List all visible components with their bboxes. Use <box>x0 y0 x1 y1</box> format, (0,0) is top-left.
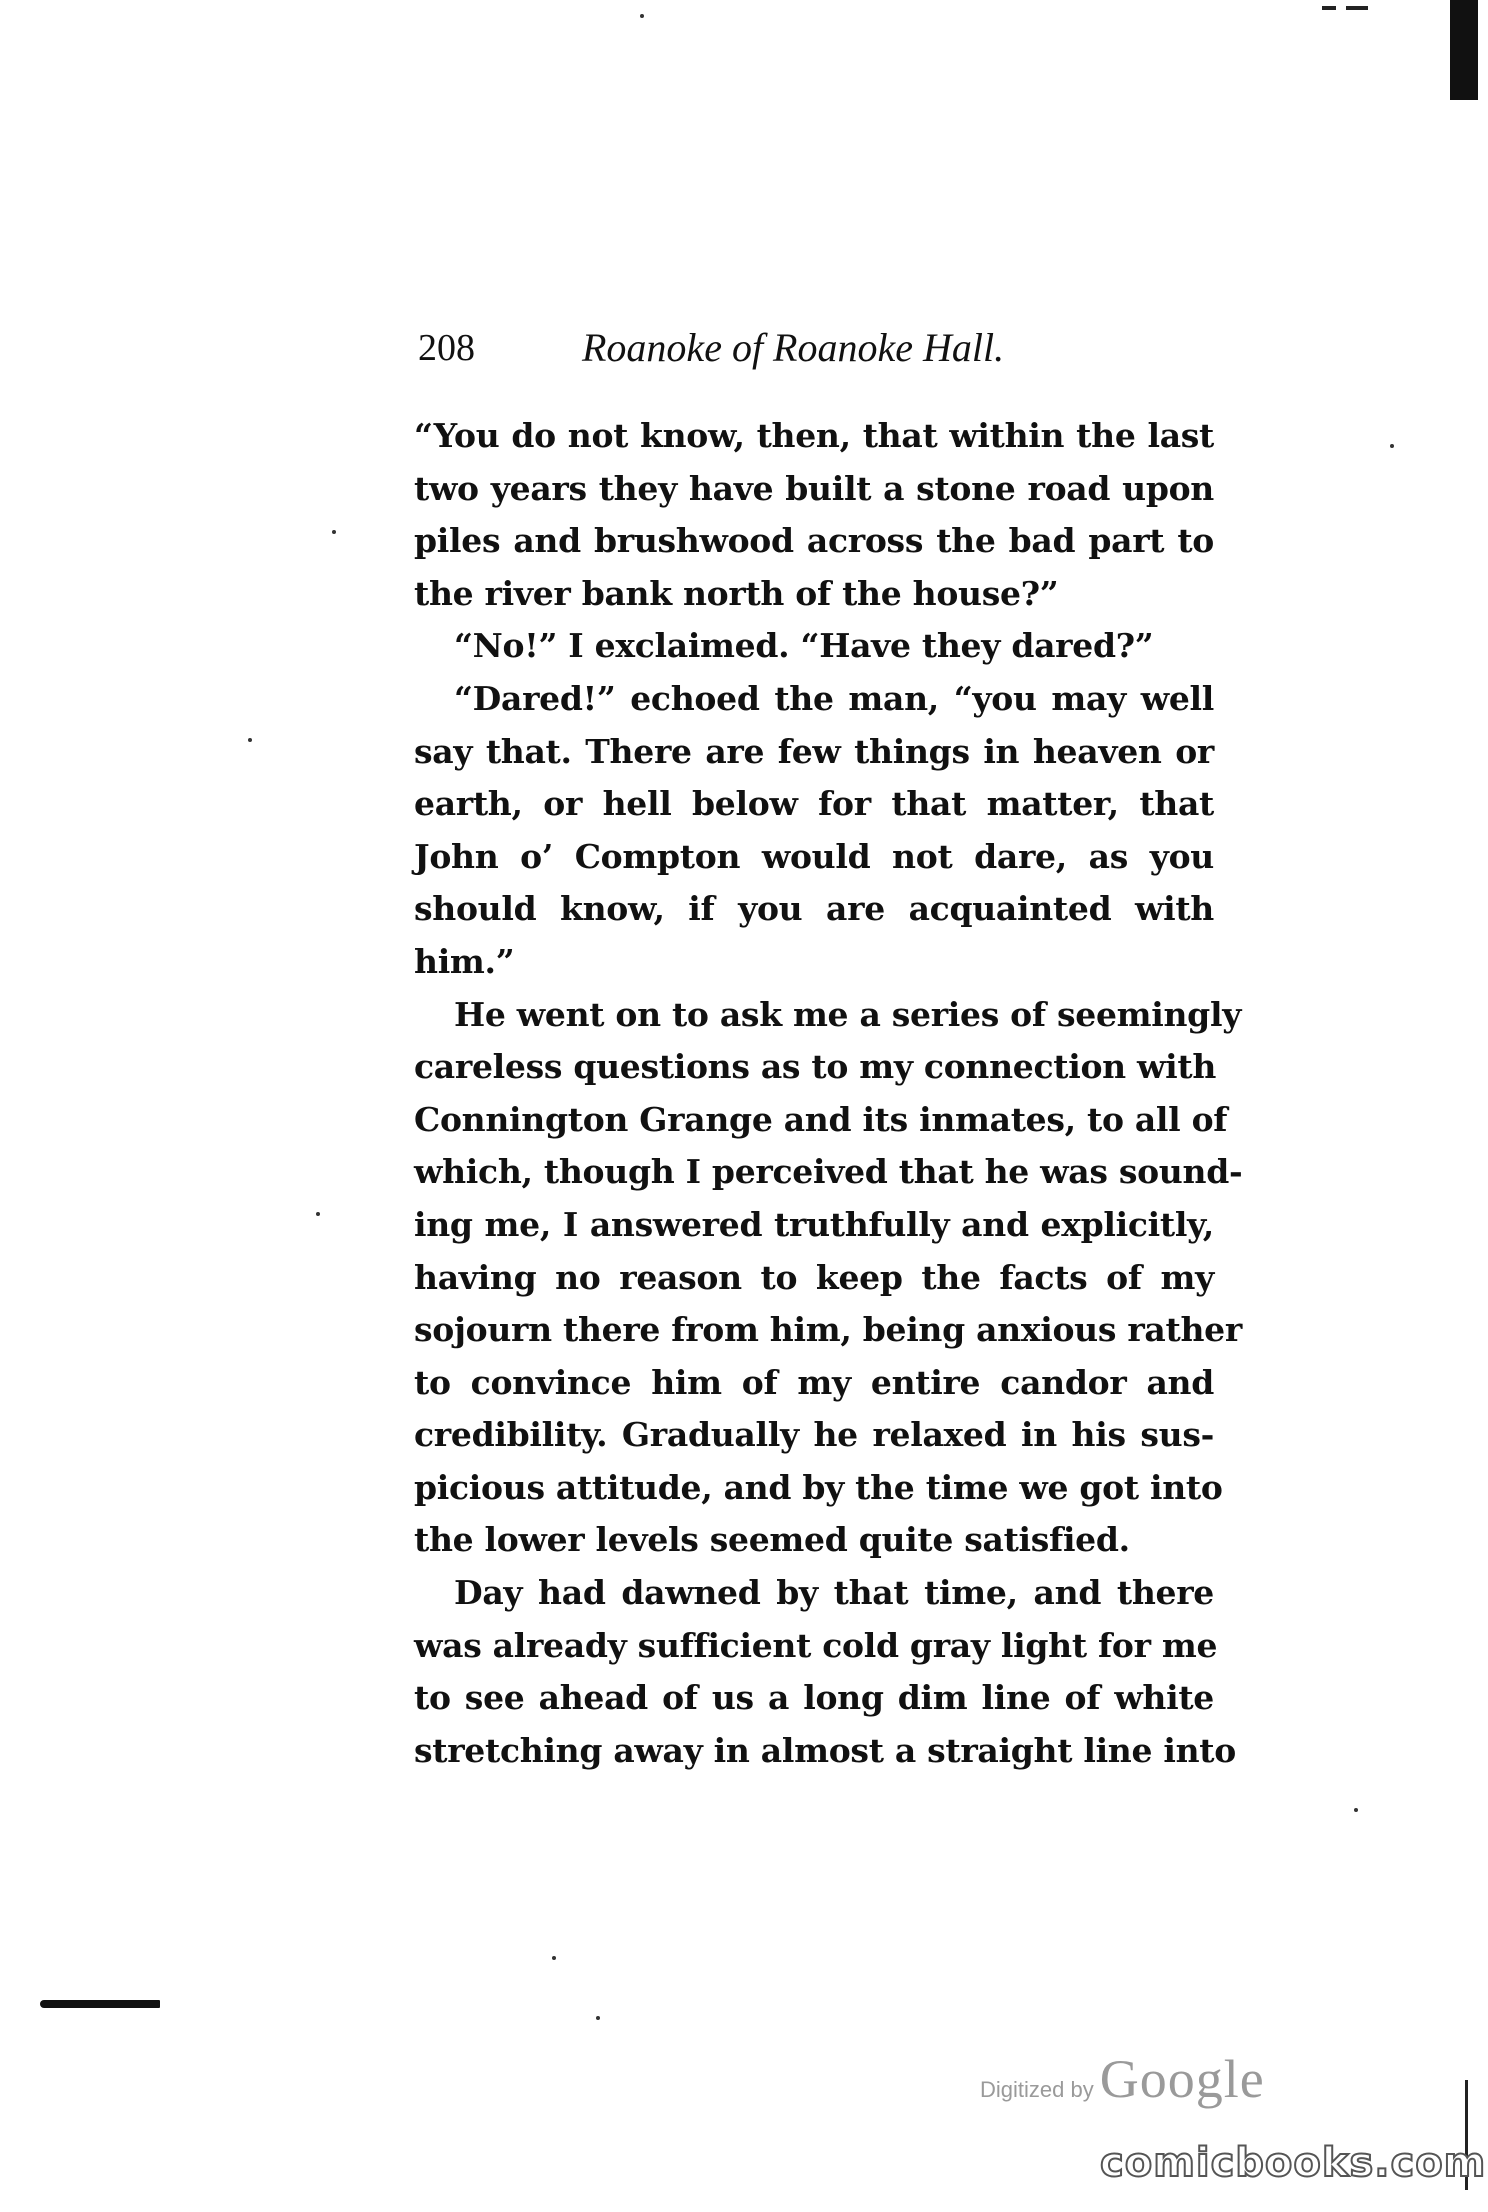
scan-speck <box>640 14 644 18</box>
text-line: stretching away in almost a straight line into <box>414 1730 1236 1770</box>
digitized-watermark <box>980 2048 1265 2110</box>
text-line: credibility. Gradually he relaxed in his sus- <box>414 1415 1214 1455</box>
text-line: John o’ Compton would not dare, as you <box>414 836 1214 876</box>
text-line: him.” <box>414 941 515 981</box>
text-line: He went on to ask me a series of seemingly <box>454 994 1242 1034</box>
text-line: the lower levels seemed quite satisfied. <box>414 1520 1130 1560</box>
text-line: was already sufficient cold gray light for me <box>414 1625 1218 1665</box>
text-line: sojourn there from him, being anxious rather <box>414 1310 1242 1350</box>
binding-edge-mark <box>1450 0 1478 100</box>
text-line: having no reason to keep the facts of my <box>414 1257 1214 1297</box>
text-line: earth, or hell below for that matter, that <box>414 784 1214 824</box>
scan-speck <box>552 1956 556 1960</box>
body-text <box>414 410 1243 1777</box>
running-title: Roanoke of Roanoke Hall. <box>582 325 1005 370</box>
text-line: careless questions as to my connection with <box>414 1047 1217 1087</box>
scan-dash <box>1346 6 1368 10</box>
scan-speck <box>248 738 252 742</box>
text-line: should know, if you are acquainted with <box>414 889 1214 929</box>
text-line: to see ahead of us a long dim line of white <box>414 1678 1214 1718</box>
scan-speck <box>332 530 336 534</box>
text-line: the river bank north of the house?” <box>414 573 1059 613</box>
scan-speck <box>316 1212 320 1216</box>
text-line: “You do not know, then, that within the last <box>414 416 1214 455</box>
text-line: which, though I perceived that he was sound- <box>414 1152 1243 1192</box>
google-logo-text: Google <box>1099 2049 1265 2109</box>
scan-speck <box>596 2016 600 2020</box>
page-number: 208 <box>418 327 475 369</box>
text-line: Day had dawned by that time, and there <box>454 1573 1214 1613</box>
text-line: “Dared!” echoed the man, “you may well <box>454 678 1214 718</box>
text-line: say that. There are few things in heaven or <box>414 731 1214 771</box>
digitized-by-label: Digitized by <box>980 2077 1094 2102</box>
site-watermark: comicbooks.com <box>1100 2140 1487 2186</box>
scan-dash <box>1322 6 1336 10</box>
text-line: to convince him of my entire candor and <box>414 1362 1214 1402</box>
running-header <box>418 318 1218 378</box>
scan-speck <box>1354 1808 1358 1812</box>
ink-smudge <box>40 2000 160 2008</box>
text-line: piles and brushwood across the bad part to <box>414 521 1214 561</box>
text-line: picious attitude, and by the time we got into <box>414 1467 1223 1507</box>
text-line: Connington Grange and its inmates, to all of <box>414 1099 1228 1139</box>
text-line: ing me, I answered truthfully and explicitly, <box>414 1204 1214 1244</box>
scan-speck <box>1390 444 1394 448</box>
text-line: “No!” I exclaimed. “Have they dared?” <box>454 626 1154 666</box>
text-line: two years they have built a stone road upon <box>414 468 1214 508</box>
